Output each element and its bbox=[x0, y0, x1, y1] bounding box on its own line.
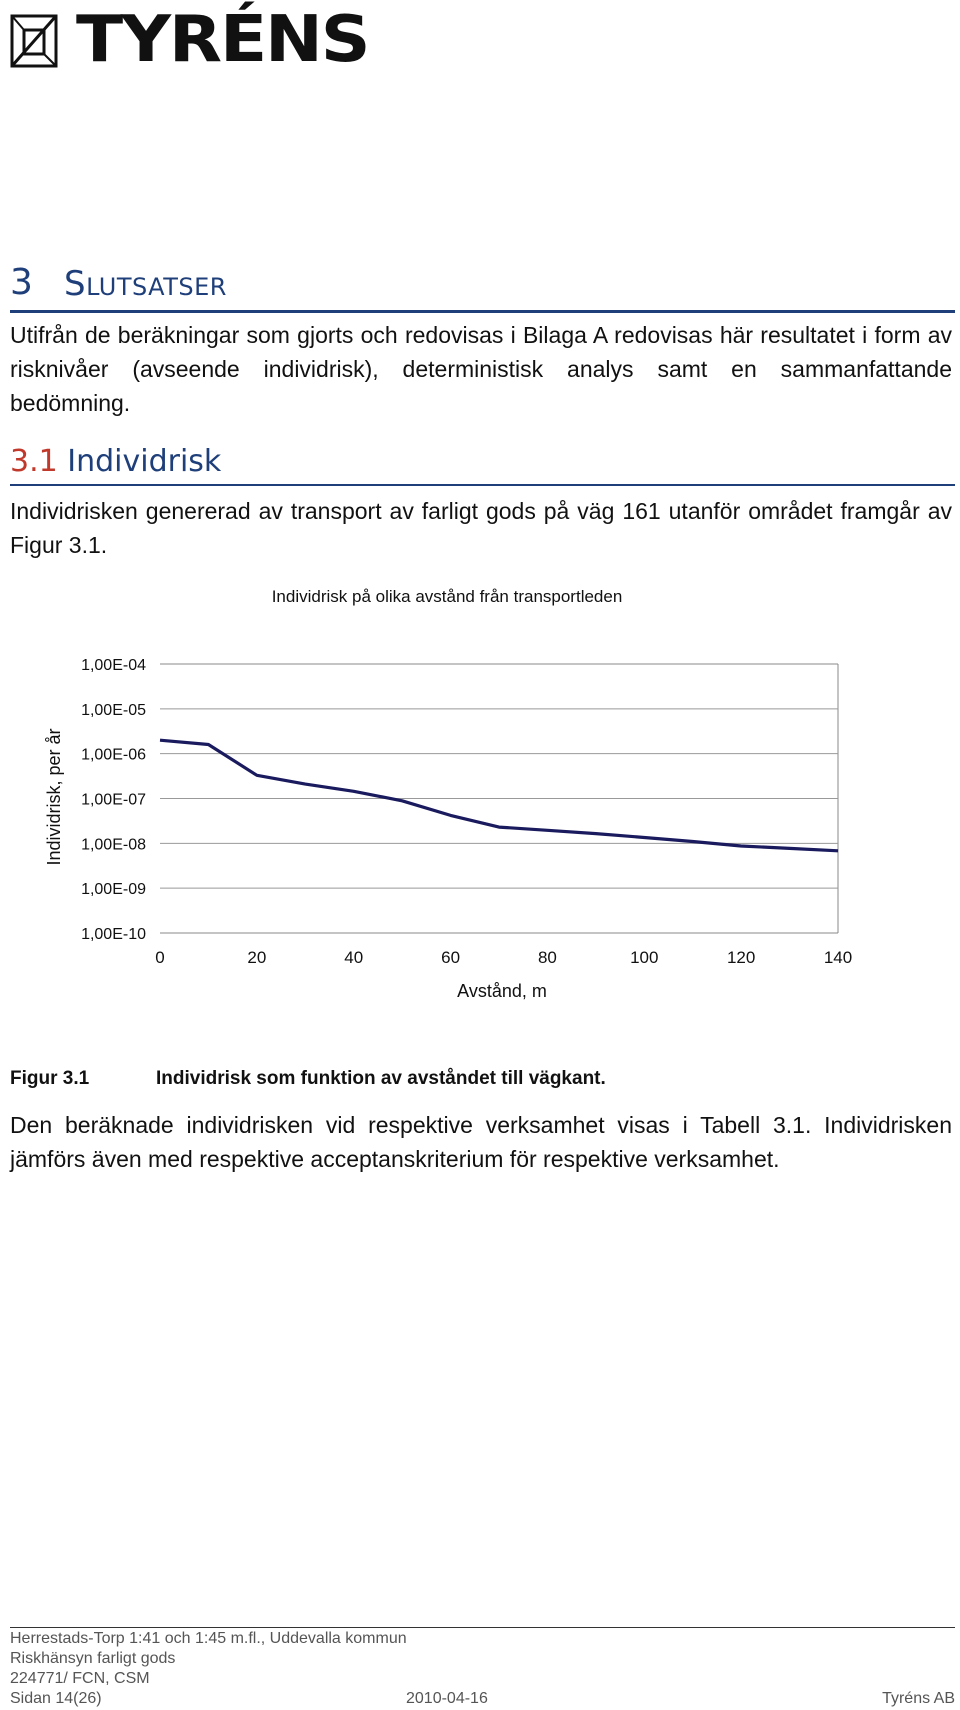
footer-page-number: Sidan 14(26) bbox=[10, 1690, 102, 1707]
x-tick-label: 60 bbox=[441, 948, 461, 967]
y-axis-ticks bbox=[81, 657, 146, 943]
section-number: 3 bbox=[10, 262, 33, 303]
subsection-paragraph: Individrisken genererad av transport av farligt gods på väg 161 utanför området framgår av Figur 3.1. bbox=[10, 498, 952, 558]
y-tick-label: 1,00E-05 bbox=[81, 701, 146, 719]
y-tick-label: 1,00E-08 bbox=[81, 836, 146, 854]
x-tick-label: 120 bbox=[726, 948, 756, 967]
footer-subject: Riskhänsyn farligt gods bbox=[10, 1650, 176, 1667]
y-tick-label: 1,00E-04 bbox=[81, 657, 146, 674]
chart-grid bbox=[160, 664, 838, 933]
footer-company: Tyréns AB bbox=[882, 1690, 955, 1707]
footer-project: Herrestads-Torp 1:41 och 1:45 m.fl., Uddevalla kommun bbox=[10, 1630, 407, 1647]
footer-reference: 224771/ FCN, CSM bbox=[10, 1670, 150, 1687]
page-footer bbox=[10, 1627, 955, 1708]
tyrens-cube-logo-icon bbox=[10, 10, 60, 70]
x-axis-label: Avstånd, m bbox=[457, 981, 547, 1001]
chart-series-line bbox=[160, 740, 838, 851]
x-tick-label: 80 bbox=[537, 948, 557, 967]
subsection-number: 3.1 bbox=[10, 444, 58, 479]
chart-title: Individrisk på olika avstånd från transportleden bbox=[271, 587, 623, 606]
risk-chart-svg bbox=[0, 580, 960, 1020]
section-heading bbox=[10, 262, 955, 313]
subsection-title: Individrisk bbox=[67, 444, 222, 479]
intro-paragraph: Utifrån de beräkningar som gjorts och redovisas i Bilaga A redovisas här resultatet i form av risknivåer (avseende individrisk), deterministisk analys samt en sammanfattande bedömning. bbox=[10, 322, 952, 416]
x-axis-ticks bbox=[155, 948, 852, 967]
y-tick-label: 1,00E-07 bbox=[81, 791, 146, 809]
footer-date: 2010-04-16 bbox=[406, 1690, 488, 1707]
closing-paragraph: Den beräknade individrisken vid respektive verksamhet visas i Tabell 3.1. Individrisken jämförs även med respektive acceptanskriterium för respektive verksamhet. bbox=[10, 1112, 952, 1172]
x-tick-label: 20 bbox=[247, 948, 267, 967]
y-tick-label: 1,00E-10 bbox=[81, 926, 146, 943]
x-tick-label: 100 bbox=[630, 948, 659, 967]
company-logo bbox=[10, 3, 369, 77]
figure-caption-label: Figur 3.1 bbox=[10, 1068, 90, 1089]
y-tick-label: 1,00E-06 bbox=[81, 746, 146, 764]
y-tick-label: 1,00E-09 bbox=[81, 881, 146, 899]
section-title: Slutsatser bbox=[64, 264, 227, 304]
x-tick-label: 40 bbox=[344, 948, 364, 967]
subsection-heading bbox=[10, 444, 955, 486]
figure-caption-text: Individrisk som funktion av avståndet till vägkant. bbox=[156, 1068, 606, 1089]
x-tick-label: 0 bbox=[155, 948, 165, 967]
y-axis-label: Individrisk, per år bbox=[44, 728, 64, 866]
risk-chart bbox=[0, 580, 960, 1020]
x-tick-label: 140 bbox=[823, 948, 853, 967]
logo-wordmark: TYRÉNS bbox=[76, 3, 369, 77]
